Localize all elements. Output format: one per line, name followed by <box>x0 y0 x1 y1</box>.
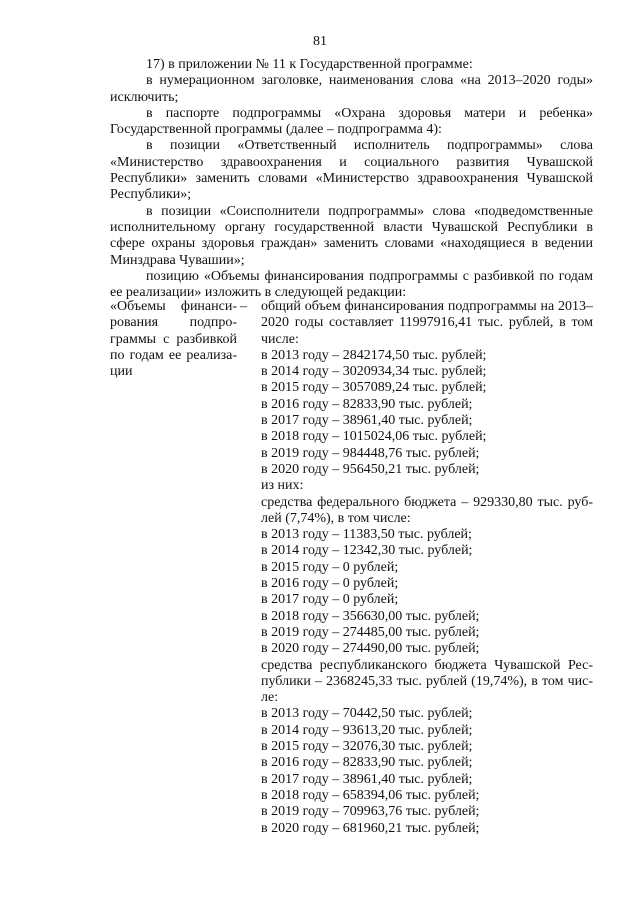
detail-line: в 2015 году – 3057089,24 тыс. рублей; <box>261 380 487 396</box>
detail-line: публики – 2368245,33 тыс. рублей (19,74%), в том чис- <box>261 673 593 689</box>
label-line: «Объемы финанси- <box>110 299 237 314</box>
detail-line: в 2018 году – 1015024,06 тыс. рублей; <box>261 429 487 445</box>
detail-line: в 2019 году – 274485,00 тыс. рублей; <box>261 624 480 640</box>
detail-line: в 2019 году – 984448,76 тыс. рублей; <box>261 445 480 461</box>
detail-line: числе: <box>261 331 299 347</box>
detail-line: общий объем финансирования подпрограммы на 2013– <box>261 299 593 314</box>
detail-line: в 2015 году – 32076,30 тыс. рублей; <box>261 739 473 755</box>
detail-line: в 2013 году – 2842174,50 тыс. рублей; <box>261 347 487 363</box>
paragraph: позицию «Объемы финансирования подпрограммы с разбивкой по годам ее реализации» изложить в следующей редакции: <box>110 268 593 301</box>
label-line: по годам ее реализа- <box>110 347 237 363</box>
page-number: 81 <box>313 34 327 49</box>
detail-line: средства федерального бюджета – 929330,80 тыс. руб- <box>261 494 593 510</box>
detail-line: в 2018 году – 658394,06 тыс. рублей; <box>261 787 480 803</box>
detail-line: лей (7,74%), в том числе: <box>261 510 411 526</box>
detail-line: средства республиканского бюджета Чувашской Рес- <box>261 657 593 673</box>
intro-text <box>110 57 593 301</box>
detail-line: в 2014 году – 93613,20 тыс. рублей; <box>261 722 473 738</box>
paragraph: в позиции «Ответственный исполнитель подпрограммы» слова «Министерство здравоохранения и социального развития Чувашской Республики» заменить словами «Министерство здравоохранения Чувашской Республики»; <box>110 138 593 203</box>
detail-line: в 2016 году – 0 рублей; <box>261 576 399 592</box>
paragraph: в нумерационном заголовке, наименования слова «на 2013–2020 годы» исключить; <box>110 73 593 105</box>
funding-details <box>261 299 593 837</box>
detail-line: в 2016 году – 82833,90 тыс. рублей; <box>261 396 473 412</box>
paragraph: в паспорте подпрограммы «Охрана здоровья матери и ребенка» Государственной программы (далее – подпрограмма 4): <box>110 105 593 138</box>
paragraph: 17) в приложении № 11 к Государственной программе: <box>146 57 473 72</box>
detail-line: в 2015 году – 0 рублей; <box>261 559 399 575</box>
table-position-label <box>110 299 237 380</box>
detail-line: в 2016 году – 82833,90 тыс. рублей; <box>261 755 473 771</box>
detail-line: в 2014 году – 3020934,34 тыс. рублей; <box>261 364 487 380</box>
label-line: ции <box>110 364 133 380</box>
detail-line: в 2017 году – 38961,40 тыс. рублей; <box>261 771 473 787</box>
detail-line: в 2013 году – 11383,50 тыс. рублей; <box>261 527 472 543</box>
detail-line: в 2018 году – 356630,00 тыс. рублей; <box>261 608 480 624</box>
detail-line: в 2019 году – 709963,76 тыс. рублей; <box>261 804 480 820</box>
detail-line: в 2020 году – 274490,00 тыс. рублей; <box>261 641 480 657</box>
detail-line: в 2017 году – 38961,40 тыс. рублей; <box>261 413 473 429</box>
detail-line: ле: <box>261 690 279 706</box>
detail-line: в 2020 году – 681960,21 тыс. рублей; <box>261 820 480 836</box>
label-line: рования подпро- <box>110 315 237 331</box>
detail-line: в 2013 году – 70442,50 тыс. рублей; <box>261 706 473 722</box>
detail-line: 2020 годы составляет 11997916,41 тыс. рублей, в том <box>261 315 593 331</box>
label-line: граммы с разбивкой <box>110 331 237 347</box>
detail-line: в 2020 году – 956450,21 тыс. рублей; <box>261 461 480 477</box>
paragraph: в позиции «Соисполнители подпрограммы» слова «подведомственные исполнительному органу государственной власти Чувашской Республики в сфере охраны здоровья граждан» заменить словами «находящиеся в ведении Минздрава Чувашии»; <box>110 203 593 268</box>
separator-dash: – <box>240 299 247 314</box>
detail-line: из них: <box>261 478 304 494</box>
detail-line: в 2017 году – 0 рублей; <box>261 592 399 608</box>
detail-line: в 2014 году – 12342,30 тыс. рублей; <box>261 543 473 559</box>
